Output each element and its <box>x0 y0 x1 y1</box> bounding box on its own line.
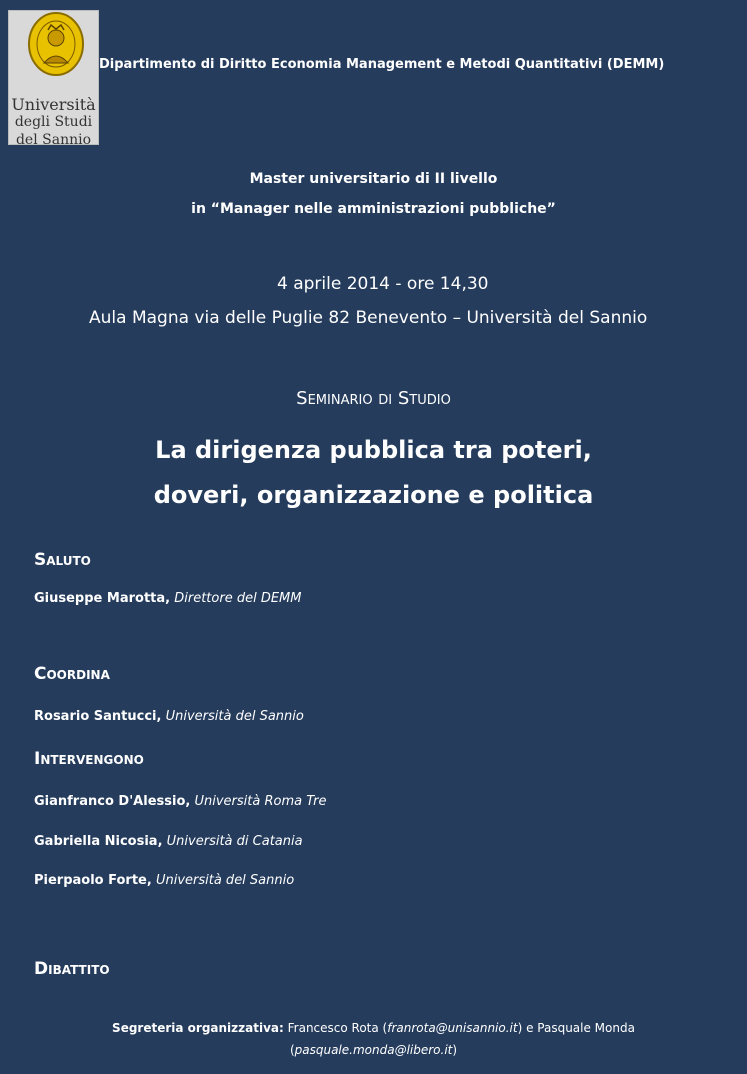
footer-label: Segreteria organizzativa: <box>112 1021 284 1035</box>
speaker-name: Gianfranco D'Alessio, <box>34 794 191 809</box>
logo-text-line1: Università <box>11 95 96 114</box>
speaker-name: Giuseppe Marotta, <box>34 591 171 606</box>
seminar-title-line1: La dirigenza pubblica tra poteri, <box>155 436 592 464</box>
speaker-affiliation: Università del Sannio <box>155 873 295 888</box>
footer-contact1-email[interactable]: franrota@unisannio.it <box>387 1021 518 1035</box>
speaker-name: Gabriella Nicosia, <box>34 834 163 849</box>
footer-contact-line1 <box>0 1021 747 1035</box>
event-venue: Aula Magna via delle Puglie 82 Benevento – Università del Sannio <box>89 308 648 328</box>
seal-icon <box>27 11 85 79</box>
footer-connector: ) e Pasquale Monda <box>517 1021 635 1035</box>
speaker-line <box>34 591 301 606</box>
speaker-affiliation: Università Roma Tre <box>194 794 327 809</box>
department-name: Dipartimento di Diritto Economia Management e Metodi Quantitativi (DEMM) <box>99 57 665 72</box>
speaker-affiliation: Università di Catania <box>166 834 303 849</box>
section-heading-coordina: Coordina <box>34 664 110 684</box>
speaker-line <box>34 834 303 849</box>
speaker-name: Rosario Santucci, <box>34 709 162 724</box>
speaker-name: Pierpaolo Forte, <box>34 873 152 888</box>
seminar-title-line2: doveri, organizzazione e politica <box>153 481 594 509</box>
speaker-line <box>34 794 326 809</box>
master-title-line1: Master universitario di II livello <box>249 171 498 187</box>
speaker-affiliation: Direttore del DEMM <box>174 591 302 606</box>
footer-close-paren: ) <box>452 1043 458 1057</box>
university-logo <box>8 10 99 148</box>
speaker-affiliation: Università del Sannio <box>165 709 304 724</box>
logo-text-line3: del Sannio <box>15 132 92 148</box>
footer-contact1-name: Francesco Rota ( <box>287 1021 388 1035</box>
section-heading-intervengono: Intervengono <box>34 749 144 769</box>
event-date: 4 aprile 2014 - ore 14,30 <box>277 274 489 294</box>
speaker-line <box>34 873 294 888</box>
seminar-label: Seminario di Studio <box>296 388 451 409</box>
footer-contact-line2 <box>0 1043 747 1057</box>
master-title-line2: in “Manager nelle amministrazioni pubbliche” <box>191 201 556 217</box>
section-heading-dibattito: Dibattito <box>34 959 110 979</box>
footer-contact2-email[interactable]: pasquale.monda@libero.it <box>294 1043 453 1057</box>
logo-text-line2: degli Studi <box>14 114 93 130</box>
speaker-line <box>34 709 304 724</box>
footer-open-paren: ( <box>289 1043 295 1057</box>
section-heading-saluto: Saluto <box>34 550 91 570</box>
